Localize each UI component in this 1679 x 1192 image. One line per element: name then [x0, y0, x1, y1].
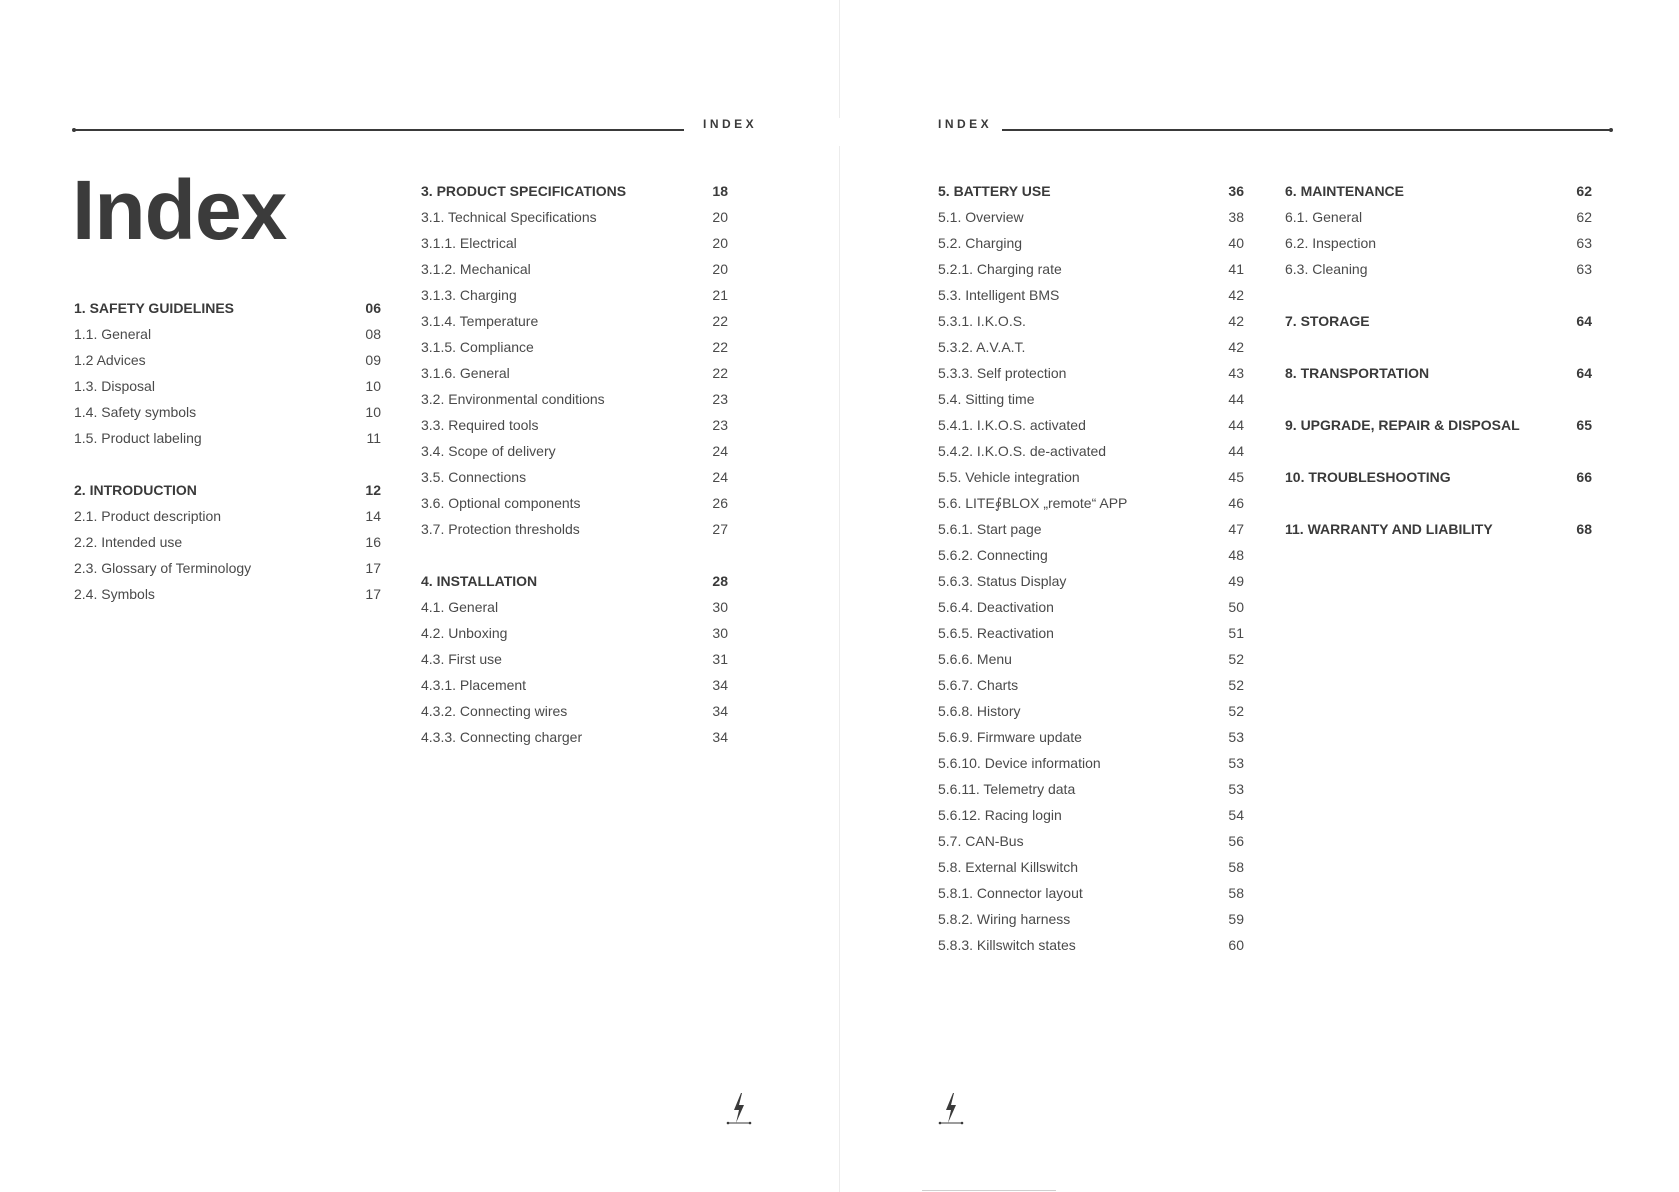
toc-page-number: 59 — [1228, 911, 1244, 927]
toc-entry-label: 4.3.3. Connecting charger — [421, 729, 583, 745]
toc-page-number: 10 — [365, 378, 381, 394]
toc-entry[interactable] — [74, 399, 381, 425]
toc-page-number: 16 — [365, 534, 381, 550]
toc-entry-label: 5.6.2. Connecting — [938, 547, 1048, 563]
toc-page-number: 63 — [1576, 261, 1592, 277]
toc-entry-label: 3.1.3. Charging — [421, 287, 517, 303]
toc-page-number: 20 — [712, 261, 728, 277]
header-label-left: INDEX — [703, 117, 758, 131]
toc-entry[interactable] — [938, 802, 1244, 828]
page-title: Index — [72, 163, 287, 257]
toc-entry-label: 8. TRANSPORTATION — [1285, 365, 1430, 381]
toc-entry-label: 5.6.10. Device information — [938, 755, 1101, 771]
toc-entry-label: 1.2 Advices — [74, 352, 146, 368]
toc-entry-label: 5.8. External Killswitch — [938, 859, 1079, 875]
toc-entry[interactable] — [421, 360, 728, 386]
toc-section-heading[interactable] — [1285, 360, 1592, 386]
toc-page-number: 62 — [1576, 209, 1592, 225]
toc-entry[interactable] — [421, 412, 728, 438]
toc-entry-label: 3.3. Required tools — [421, 417, 539, 433]
toc-entry-label: 2.2. Intended use — [74, 534, 183, 550]
toc-entry-label: 4.3.1. Placement — [421, 677, 527, 693]
toc-entry-label: 7. STORAGE — [1285, 313, 1370, 329]
toc-entry-label: 4. INSTALLATION — [421, 573, 538, 589]
toc-page-number: 46 — [1228, 495, 1244, 511]
toc-entry-label: 2.3. Glossary of Terminology — [74, 560, 252, 576]
toc-entry[interactable] — [938, 204, 1244, 230]
toc-entry[interactable] — [1285, 204, 1592, 230]
toc-page-number: 43 — [1228, 365, 1244, 381]
toc-page-number: 68 — [1576, 521, 1592, 537]
toc-page-number: 58 — [1228, 885, 1244, 901]
toc-spacer — [1285, 282, 1592, 308]
toc-page-number: 56 — [1228, 833, 1244, 849]
toc-entry[interactable] — [421, 594, 728, 620]
toc-page-number: 38 — [1228, 209, 1244, 225]
toc-column-specifications-installation — [421, 178, 728, 750]
toc-spacer — [74, 451, 381, 477]
toc-page-number: 52 — [1228, 677, 1244, 693]
toc-entry-label: 1. SAFETY GUIDELINES — [74, 300, 234, 316]
toc-entry-label: 3.7. Protection thresholds — [421, 521, 580, 537]
toc-spacer — [421, 542, 728, 568]
toc-entry-label: 11. WARRANTY AND LIABILITY — [1285, 521, 1493, 537]
toc-entry-label: 10. TROUBLESHOOTING — [1285, 469, 1451, 485]
toc-page-number: 53 — [1228, 729, 1244, 745]
toc-entry[interactable] — [938, 724, 1244, 750]
toc-entry-label: 5.6.1. Start page — [938, 521, 1042, 537]
toc-entry[interactable] — [938, 256, 1244, 282]
toc-page-number: 53 — [1228, 755, 1244, 771]
toc-entry-label: 5.3.1. I.K.O.S. — [938, 313, 1026, 329]
toc-entry[interactable] — [421, 282, 728, 308]
toc-section-heading[interactable] — [1285, 412, 1592, 438]
toc-entry[interactable] — [938, 360, 1244, 386]
toc-page-number: 64 — [1576, 365, 1592, 381]
header-rule-left — [74, 129, 684, 131]
toc-page-number: 42 — [1228, 313, 1244, 329]
toc-entry[interactable] — [938, 880, 1244, 906]
toc-entry-label: 5.6.4. Deactivation — [938, 599, 1054, 615]
toc-entry[interactable] — [938, 776, 1244, 802]
toc-entry-label: 5.6.3. Status Display — [938, 573, 1067, 589]
toc-entry[interactable] — [74, 555, 381, 581]
toc-page-number: 63 — [1576, 235, 1592, 251]
toc-entry-label: 1.4. Safety symbols — [74, 404, 197, 420]
toc-page-number: 42 — [1228, 287, 1244, 303]
toc-page-number: 14 — [365, 508, 381, 524]
toc-entry[interactable] — [421, 230, 728, 256]
toc-page-number: 48 — [1228, 547, 1244, 563]
toc-page-number: 21 — [712, 287, 728, 303]
toc-entry[interactable] — [74, 503, 381, 529]
toc-entry[interactable] — [938, 750, 1244, 776]
toc-page-number: 52 — [1228, 651, 1244, 667]
toc-entry[interactable] — [938, 308, 1244, 334]
toc-entry-label: 5.6.6. Menu — [938, 651, 1012, 667]
toc-entry-label: 3.1.4. Temperature — [421, 313, 539, 329]
toc-entry-label: 2.4. Symbols — [74, 586, 155, 602]
toc-section-heading[interactable] — [1285, 178, 1592, 204]
toc-entry[interactable] — [74, 321, 381, 347]
toc-entry-label: 5.6.7. Charts — [938, 677, 1019, 693]
header-rule-right — [1002, 129, 1611, 131]
toc-page-number: 53 — [1228, 781, 1244, 797]
toc-page-number: 06 — [365, 300, 381, 316]
toc-entry-label: 5.3.2. A.V.A.T. — [938, 339, 1026, 355]
toc-entry[interactable] — [938, 906, 1244, 932]
toc-entry-label: 3. PRODUCT SPECIFICATIONS — [421, 183, 627, 199]
footer-line — [922, 1190, 1056, 1191]
toc-entry-label: 1.1. General — [74, 326, 152, 342]
toc-page-number: 66 — [1576, 469, 1592, 485]
toc-page-number: 30 — [712, 625, 728, 641]
toc-page-number: 34 — [712, 729, 728, 745]
toc-section-heading[interactable] — [938, 178, 1244, 204]
toc-entry[interactable] — [421, 698, 728, 724]
rule-end-dot — [72, 128, 76, 132]
toc-entry[interactable] — [938, 542, 1244, 568]
toc-page-number: 22 — [712, 313, 728, 329]
toc-entry-label: 4.3. First use — [421, 651, 502, 667]
toc-entry-label: 6.3. Cleaning — [1285, 261, 1368, 277]
toc-entry[interactable] — [938, 386, 1244, 412]
toc-entry[interactable] — [421, 464, 728, 490]
toc-entry[interactable] — [1285, 256, 1592, 282]
toc-entry-label: 3.1.2. Mechanical — [421, 261, 531, 277]
toc-entry[interactable] — [421, 204, 728, 230]
toc-page-number: 24 — [712, 443, 728, 459]
toc-entry-label: 5.3. Intelligent BMS — [938, 287, 1060, 303]
toc-entry-label: 3.5. Connections — [421, 469, 527, 485]
toc-entry-label: 5.1. Overview — [938, 209, 1024, 225]
spine-gap — [836, 118, 844, 146]
toc-entry[interactable] — [938, 594, 1244, 620]
toc-section-heading[interactable] — [74, 477, 381, 503]
toc-page-number: 28 — [712, 573, 728, 589]
toc-page-number: 30 — [712, 599, 728, 615]
toc-entry[interactable] — [421, 256, 728, 282]
toc-entry[interactable] — [938, 282, 1244, 308]
toc-entry-label: 1.5. Product labeling — [74, 430, 202, 446]
toc-spacer — [1285, 386, 1592, 412]
toc-entry[interactable] — [938, 516, 1244, 542]
toc-page-number: 58 — [1228, 859, 1244, 875]
toc-entry[interactable] — [938, 568, 1244, 594]
toc-entry[interactable] — [421, 646, 728, 672]
toc-entry-label: 6.2. Inspection — [1285, 235, 1377, 251]
toc-entry[interactable] — [421, 438, 728, 464]
toc-entry[interactable] — [1285, 230, 1592, 256]
toc-entry[interactable] — [938, 438, 1244, 464]
toc-entry-label: 5.6.11. Telemetry data — [938, 781, 1076, 797]
toc-page-number: 34 — [712, 703, 728, 719]
toc-page-number: 64 — [1576, 313, 1592, 329]
toc-section-heading[interactable] — [1285, 464, 1592, 490]
toc-page-number: 12 — [365, 482, 381, 498]
toc-entry-label: 1.3. Disposal — [74, 378, 155, 394]
toc-page-number: 20 — [712, 209, 728, 225]
toc-page-number: 27 — [712, 521, 728, 537]
toc-entry[interactable] — [421, 516, 728, 542]
toc-page-number: 44 — [1228, 417, 1244, 433]
toc-entry-label: 5.6.8. History — [938, 703, 1021, 719]
toc-entry[interactable] — [421, 490, 728, 516]
toc-page-number: 52 — [1228, 703, 1244, 719]
toc-page-number: 20 — [712, 235, 728, 251]
toc-entry-label: 5.3.3. Self protection — [938, 365, 1067, 381]
toc-page-number: 26 — [712, 495, 728, 511]
toc-entry-label: 3.1.1. Electrical — [421, 235, 517, 251]
toc-entry[interactable] — [421, 308, 728, 334]
toc-page-number: 36 — [1228, 183, 1244, 199]
toc-page-number: 23 — [712, 391, 728, 407]
toc-page-number: 41 — [1228, 261, 1244, 277]
toc-entry[interactable] — [938, 490, 1244, 516]
toc-entry-label: 5.4.1. I.K.O.S. activated — [938, 417, 1086, 433]
toc-entry-label: 5.8.2. Wiring harness — [938, 911, 1071, 927]
toc-entry[interactable] — [938, 412, 1244, 438]
toc-page-number: 42 — [1228, 339, 1244, 355]
toc-page-number: 18 — [712, 183, 728, 199]
toc-page-number: 34 — [712, 677, 728, 693]
page-spine — [839, 0, 840, 1192]
toc-entry[interactable] — [938, 932, 1244, 958]
toc-section-heading[interactable] — [1285, 516, 1592, 542]
toc-entry[interactable] — [938, 698, 1244, 724]
toc-entry[interactable] — [74, 581, 381, 607]
toc-entry[interactable] — [938, 672, 1244, 698]
toc-page-number: 24 — [712, 469, 728, 485]
toc-page-number: 54 — [1228, 807, 1244, 823]
toc-entry[interactable] — [74, 347, 381, 373]
toc-entry[interactable] — [938, 464, 1244, 490]
toc-entry-label: 5.2. Charging — [938, 235, 1023, 251]
toc-entry-label: 5.4.2. I.K.O.S. de-activated — [938, 443, 1107, 459]
toc-entry-label: 5.8.1. Connector layout — [938, 885, 1083, 901]
toc-entry-label: 3.6. Optional components — [421, 495, 581, 511]
toc-column-maintenance-warranty — [1285, 178, 1592, 542]
toc-page-number: 40 — [1228, 235, 1244, 251]
toc-page-number: 65 — [1576, 417, 1592, 433]
toc-entry-label: 2. INTRODUCTION — [74, 482, 197, 498]
toc-entry-label: 5.4. Sitting time — [938, 391, 1035, 407]
toc-entry[interactable] — [938, 230, 1244, 256]
toc-entry[interactable] — [74, 373, 381, 399]
toc-entry[interactable] — [938, 620, 1244, 646]
toc-page-number: 17 — [365, 586, 381, 602]
toc-page-number: 44 — [1228, 443, 1244, 459]
toc-page-number: 22 — [712, 339, 728, 355]
toc-entry[interactable] — [74, 425, 381, 451]
toc-spacer — [1285, 334, 1592, 360]
toc-section-heading[interactable] — [421, 178, 728, 204]
toc-page-number: 47 — [1228, 521, 1244, 537]
toc-page-number: 22 — [712, 365, 728, 381]
toc-entry-label: 5.6.5. Reactivation — [938, 625, 1054, 641]
toc-entry-label: 5.2.1. Charging rate — [938, 261, 1062, 277]
toc-entry-label: 3.1.5. Compliance — [421, 339, 534, 355]
toc-column-battery-use — [938, 178, 1244, 958]
toc-page-number: 50 — [1228, 599, 1244, 615]
toc-entry[interactable] — [938, 828, 1244, 854]
rule-end-dot — [1609, 128, 1613, 132]
toc-entry-label: 3.1. Technical Specifications — [421, 209, 597, 225]
toc-page-number: 51 — [1228, 625, 1244, 641]
toc-entry[interactable] — [421, 724, 728, 750]
toc-entry-label: 5.6.12. Racing login — [938, 807, 1062, 823]
toc-entry-label: 3.2. Environmental conditions — [421, 391, 605, 407]
toc-entry[interactable] — [421, 672, 728, 698]
toc-spacer — [1285, 438, 1592, 464]
toc-spacer — [1285, 490, 1592, 516]
toc-page-number: 44 — [1228, 391, 1244, 407]
toc-page-number: 09 — [365, 352, 381, 368]
toc-section-heading[interactable] — [1285, 308, 1592, 334]
toc-entry-label: 5. BATTERY USE — [938, 183, 1051, 199]
toc-entry[interactable] — [421, 620, 728, 646]
toc-entry[interactable] — [421, 386, 728, 412]
toc-entry[interactable] — [938, 854, 1244, 880]
toc-entry-label: 2.1. Product description — [74, 508, 222, 524]
toc-entry[interactable] — [938, 334, 1244, 360]
toc-entry-label: 3.4. Scope of delivery — [421, 443, 556, 459]
toc-entry-label: 5.8.3. Killswitch states — [938, 937, 1076, 953]
toc-section-heading[interactable] — [421, 568, 728, 594]
toc-entry-label: 5.7. CAN-Bus — [938, 833, 1024, 849]
toc-entry-label: 9. UPGRADE, REPAIR & DISPOSAL — [1285, 417, 1520, 433]
toc-page-number: 49 — [1228, 573, 1244, 589]
toc-entry-label: 6. MAINTENANCE — [1285, 183, 1405, 199]
toc-entry[interactable] — [74, 529, 381, 555]
toc-page-number: 45 — [1228, 469, 1244, 485]
toc-entry-label: 4.1. General — [421, 599, 499, 615]
toc-page-number: 60 — [1228, 937, 1244, 953]
toc-entry[interactable] — [421, 334, 728, 360]
lightning-bolt-logo-icon — [726, 1092, 752, 1126]
toc-entry-label: 3.1.6. General — [421, 365, 510, 381]
toc-page-number: 08 — [365, 326, 381, 342]
toc-page-number: 62 — [1576, 183, 1592, 199]
toc-entry-label: 5.6.9. Firmware update — [938, 729, 1082, 745]
toc-column-safety-introduction — [74, 295, 381, 607]
toc-entry-label: 4.3.2. Connecting wires — [421, 703, 568, 719]
toc-entry[interactable] — [938, 646, 1244, 672]
toc-entry-label: 5.6. LITE∮BLOX „remote“ APP — [938, 495, 1128, 511]
lightning-bolt-logo-icon — [938, 1092, 964, 1126]
toc-page-number: 11 — [366, 430, 381, 446]
toc-page-number: 31 — [712, 651, 728, 667]
header-label-right: INDEX — [938, 117, 993, 131]
toc-entry-label: 4.2. Unboxing — [421, 625, 508, 641]
toc-section-heading[interactable] — [74, 295, 381, 321]
toc-entry-label: 6.1. General — [1285, 209, 1363, 225]
toc-page-number: 23 — [712, 417, 728, 433]
toc-page-number: 17 — [365, 560, 381, 576]
toc-page-number: 10 — [365, 404, 381, 420]
toc-entry-label: 5.5. Vehicle integration — [938, 469, 1080, 485]
